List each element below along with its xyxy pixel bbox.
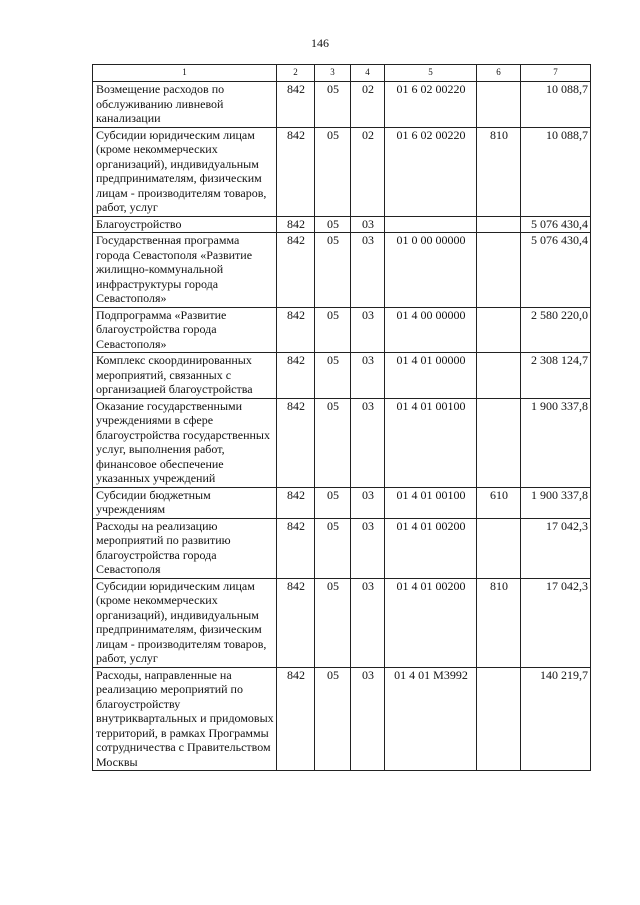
row-pr-cell: 03 xyxy=(351,307,385,353)
row-sum-cell: 2 580 220,0 xyxy=(521,307,591,353)
budget-table xyxy=(92,64,591,771)
row-sum-cell: 10 088,7 xyxy=(521,127,591,216)
row-name-cell: Субсидии юридическим лицам (кроме некоммерческих организаций), индивидуальным предпринимателям, физическим лицам - производителям товаров, работ, услуг xyxy=(93,578,277,667)
row-pr-cell: 02 xyxy=(351,127,385,216)
row-vr-cell xyxy=(477,667,521,771)
table-row xyxy=(93,216,591,233)
row-vr-cell: 610 xyxy=(477,487,521,518)
row-csr-cell: 01 6 02 00220 xyxy=(385,127,477,216)
row-name-cell: Возмещение расходов по обслуживанию ливневой канализации xyxy=(93,82,277,128)
row-ved-cell: 842 xyxy=(277,216,315,233)
row-vr-cell xyxy=(477,82,521,128)
row-csr-cell: 01 4 01 М3992 xyxy=(385,667,477,771)
row-rz-cell: 05 xyxy=(315,578,351,667)
table-row xyxy=(93,127,591,216)
row-pr-cell: 03 xyxy=(351,518,385,578)
table-row xyxy=(93,518,591,578)
row-csr-cell: 01 4 00 00000 xyxy=(385,307,477,353)
row-rz-cell: 05 xyxy=(315,233,351,308)
row-sum-cell: 5 076 430,4 xyxy=(521,216,591,233)
row-sum-cell: 10 088,7 xyxy=(521,82,591,128)
row-rz-cell: 05 xyxy=(315,398,351,487)
row-vr-cell xyxy=(477,518,521,578)
row-ved-cell: 842 xyxy=(277,518,315,578)
row-name-cell: Благоустройство xyxy=(93,216,277,233)
table-row xyxy=(93,307,591,353)
row-rz-cell: 05 xyxy=(315,353,351,399)
row-vr-cell xyxy=(477,398,521,487)
row-pr-cell: 03 xyxy=(351,487,385,518)
header-col-2: 2 xyxy=(277,65,315,82)
table-row xyxy=(93,578,591,667)
row-name-cell: Оказание государственными учреждениями в сфере благоустройства государственных услуг, выполнения работ, финансовое обеспечение указанных учреждений xyxy=(93,398,277,487)
row-rz-cell: 05 xyxy=(315,518,351,578)
row-pr-cell: 03 xyxy=(351,578,385,667)
table-row xyxy=(93,487,591,518)
row-csr-cell: 01 4 01 00000 xyxy=(385,353,477,399)
header-col-4: 4 xyxy=(351,65,385,82)
row-name-cell: Расходы на реализацию мероприятий по развитию благоустройства города Севастополя xyxy=(93,518,277,578)
row-sum-cell: 1 900 337,8 xyxy=(521,398,591,487)
row-ved-cell: 842 xyxy=(277,487,315,518)
row-vr-cell: 810 xyxy=(477,578,521,667)
row-pr-cell: 03 xyxy=(351,353,385,399)
row-vr-cell: 810 xyxy=(477,127,521,216)
row-sum-cell: 17 042,3 xyxy=(521,578,591,667)
row-name-cell: Государственная программа города Севастополя «Развитие жилищно-коммунальной инфраструктуры города Севастополя» xyxy=(93,233,277,308)
table-row xyxy=(93,82,591,128)
row-csr-cell: 01 4 01 00200 xyxy=(385,578,477,667)
table-body xyxy=(93,82,591,771)
row-csr-cell: 01 4 01 00200 xyxy=(385,518,477,578)
row-rz-cell: 05 xyxy=(315,82,351,128)
row-vr-cell xyxy=(477,233,521,308)
row-ved-cell: 842 xyxy=(277,307,315,353)
row-rz-cell: 05 xyxy=(315,127,351,216)
page-number: 146 xyxy=(311,36,329,50)
row-ved-cell: 842 xyxy=(277,82,315,128)
row-name-cell: Субсидии бюджетным учреждениям xyxy=(93,487,277,518)
row-sum-cell: 2 308 124,7 xyxy=(521,353,591,399)
row-pr-cell: 03 xyxy=(351,233,385,308)
header-col-7: 7 xyxy=(521,65,591,82)
row-rz-cell: 05 xyxy=(315,487,351,518)
row-vr-cell xyxy=(477,307,521,353)
row-ved-cell: 842 xyxy=(277,578,315,667)
row-ved-cell: 842 xyxy=(277,398,315,487)
row-pr-cell: 03 xyxy=(351,216,385,233)
row-csr-cell: 01 6 02 00220 xyxy=(385,82,477,128)
row-name-cell: Подпрограмма «Развитие благоустройства города Севастополя» xyxy=(93,307,277,353)
row-name-cell: Субсидии юридическим лицам (кроме некоммерческих организаций), индивидуальным предпринимателям, физическим лицам - производителям товаров, работ, услуг xyxy=(93,127,277,216)
row-sum-cell: 140 219,7 xyxy=(521,667,591,771)
row-vr-cell xyxy=(477,353,521,399)
row-sum-cell: 1 900 337,8 xyxy=(521,487,591,518)
table-row xyxy=(93,233,591,308)
row-name-cell: Комплекс скоординированных мероприятий, связанных с организацией благоустройства xyxy=(93,353,277,399)
row-csr-cell: 01 4 01 00100 xyxy=(385,398,477,487)
row-ved-cell: 842 xyxy=(277,353,315,399)
row-pr-cell: 03 xyxy=(351,667,385,771)
row-sum-cell: 5 076 430,4 xyxy=(521,233,591,308)
row-ved-cell: 842 xyxy=(277,667,315,771)
row-csr-cell: 01 4 01 00100 xyxy=(385,487,477,518)
row-sum-cell: 17 042,3 xyxy=(521,518,591,578)
row-rz-cell: 05 xyxy=(315,667,351,771)
row-name-cell: Расходы, направленные на реализацию мероприятий по благоустройству внутриквартальных и придомовых территорий, в рамках Программы сотрудничества с Правительством Москвы xyxy=(93,667,277,771)
row-rz-cell: 05 xyxy=(315,307,351,353)
table-row xyxy=(93,667,591,771)
header-col-6: 6 xyxy=(477,65,521,82)
row-vr-cell xyxy=(477,216,521,233)
row-pr-cell: 03 xyxy=(351,398,385,487)
header-col-3: 3 xyxy=(315,65,351,82)
row-ved-cell: 842 xyxy=(277,127,315,216)
row-rz-cell: 05 xyxy=(315,216,351,233)
header-col-1: 1 xyxy=(93,65,277,82)
row-csr-cell xyxy=(385,216,477,233)
row-csr-cell: 01 0 00 00000 xyxy=(385,233,477,308)
table-header-row xyxy=(93,65,591,82)
header-col-5: 5 xyxy=(385,65,477,82)
table-row xyxy=(93,353,591,399)
table-row xyxy=(93,398,591,487)
row-ved-cell: 842 xyxy=(277,233,315,308)
row-pr-cell: 02 xyxy=(351,82,385,128)
